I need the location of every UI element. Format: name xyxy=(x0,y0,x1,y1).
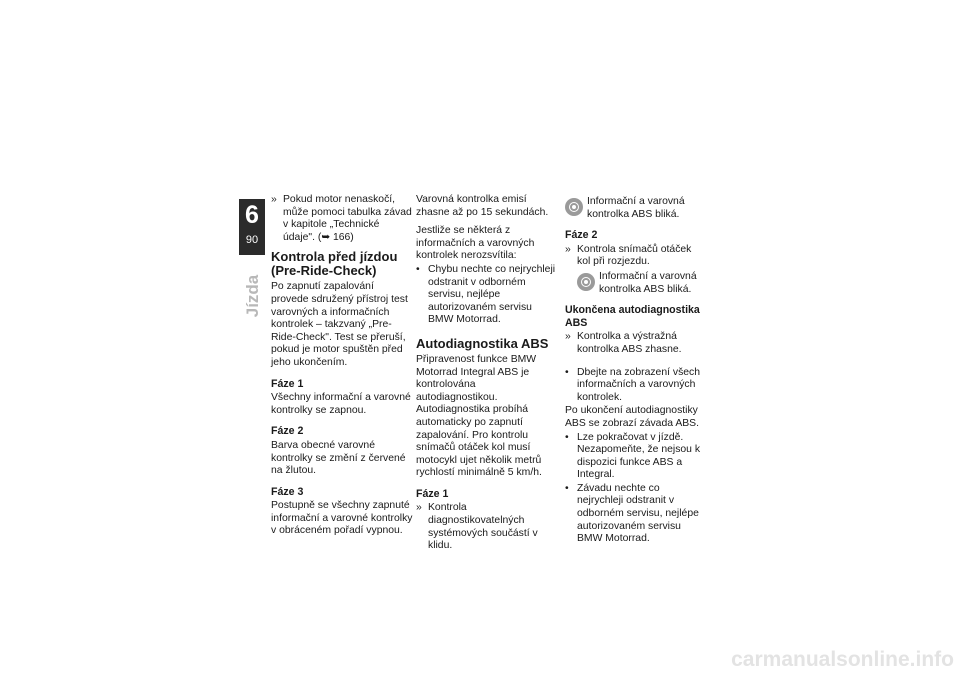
abs-warning-icon xyxy=(577,273,595,291)
list-item xyxy=(271,194,413,244)
page-number: 90 xyxy=(245,234,259,246)
bullet-marker: • xyxy=(565,366,569,378)
chapter-number: 6 xyxy=(245,201,259,229)
list-item xyxy=(565,331,707,356)
bullet-marker: » xyxy=(416,502,422,514)
subheading: Fáze 1 xyxy=(416,487,449,500)
paragraph: Všechny informační a varovné kontrolky se zapnou. xyxy=(271,392,411,416)
paragraph: Postupně se všechny zapnuté informační a varovné kontrolky v obráceném pořadí vypnou. xyxy=(271,500,413,537)
indicator-note xyxy=(577,271,707,296)
chapter-title: Jízda xyxy=(243,274,262,318)
list-item-text: Dbejte na zobrazení všech informačních a varovných kontrolek. xyxy=(577,366,701,403)
indicator-note-text: Informační a varovná kontrolka ABS bliká. xyxy=(587,196,685,220)
list-item-text: Kontrolka a výstražná kontrolka ABS zhasne. xyxy=(577,331,682,355)
list-item xyxy=(565,367,707,405)
bullet-marker: » xyxy=(565,243,571,255)
subheading: Fáze 2 xyxy=(271,425,304,438)
list-item xyxy=(565,483,707,546)
list-item-text: Pokud motor nenaskočí, může pomoci tabulka závad v kapitole „Technické údaje". (➥ 166) xyxy=(283,194,412,243)
subheading: Ukončena autodiagnostika ABS xyxy=(565,304,700,329)
paragraph: Jestliže se některá z informačních a varovných kontrolek nerozsvítila: xyxy=(416,225,535,262)
bullet-marker: » xyxy=(271,194,277,205)
list-item xyxy=(565,244,707,269)
list-item-text: Závadu nechte co nejrychleji odstranit v odborném servisu, nejlépe autorizovaném servisu BMW Motorrad. xyxy=(577,482,699,545)
paragraph: Po zapnutí zapalování provede sdružený přístroj test varovných a informačních kontrolek – takzvaný „Pre-Ride-Check". Test se přeruší, pokud je motor spuštěn před jeho ukončením. xyxy=(271,281,408,368)
column-1 xyxy=(271,194,413,544)
list-item-text: Lze pokračovat v jízdě. Nezapomeňte, že nejsou k dispozici funkce ABS a Integral. xyxy=(577,431,701,481)
subheading: Fáze 2 xyxy=(565,229,598,242)
column-2 xyxy=(416,194,558,557)
bullet-marker: • xyxy=(565,431,569,443)
abs-warning-icon xyxy=(565,198,583,216)
section-heading: Kontrola před jízdou (Pre-Ride-Check) xyxy=(271,249,398,279)
list-item xyxy=(565,432,707,482)
list-item-text: Kontrola diagnostikovatelných systémových součástí v klidu. xyxy=(428,502,538,552)
indicator-note-text: Informační a varovná kontrolka ABS bliká. xyxy=(599,270,697,295)
list-item-text: Chybu nechte co nejrychleji odstranit v odborném servisu, nejlépe autorizovaném servisu BMW Motorrad. xyxy=(428,263,556,326)
watermark: carmanualsonline.info xyxy=(731,648,954,671)
chapter-tab xyxy=(239,199,265,255)
bullet-marker: • xyxy=(416,263,420,275)
paragraph: Barva obecné varovné kontrolky se změní z červené na žlutou. xyxy=(271,439,406,477)
section-heading: Autodiagnostika ABS xyxy=(416,335,549,351)
subheading: Fáze 1 xyxy=(271,377,304,390)
subheading: Fáze 3 xyxy=(271,485,304,498)
list-item xyxy=(416,502,558,552)
column-3 xyxy=(565,194,707,550)
paragraph: Po ukončení autodiagnostiky ABS se zobrazí závada ABS. xyxy=(565,405,699,429)
indicator-note xyxy=(565,196,707,221)
bullet-marker: • xyxy=(565,482,569,494)
list-item-text: Kontrola snímačů otáček kol při rozjezdu. xyxy=(577,243,692,268)
list-item xyxy=(416,264,558,327)
paragraph: Varovná kontrolka emisí zhasne až po 15 sekundách. xyxy=(416,194,549,218)
bullet-marker: » xyxy=(565,331,571,343)
paragraph: Připravenost funkce BMW Motorrad Integral ABS je kontrolována autodiagnostikou. Autodiagnostika probíhá automaticky po zapnutí zapalování. Pro kontrolu snímačů otáček kol musí motocykl ujet několik metrů rychlostí minimálně 5 km/h. xyxy=(416,353,542,479)
